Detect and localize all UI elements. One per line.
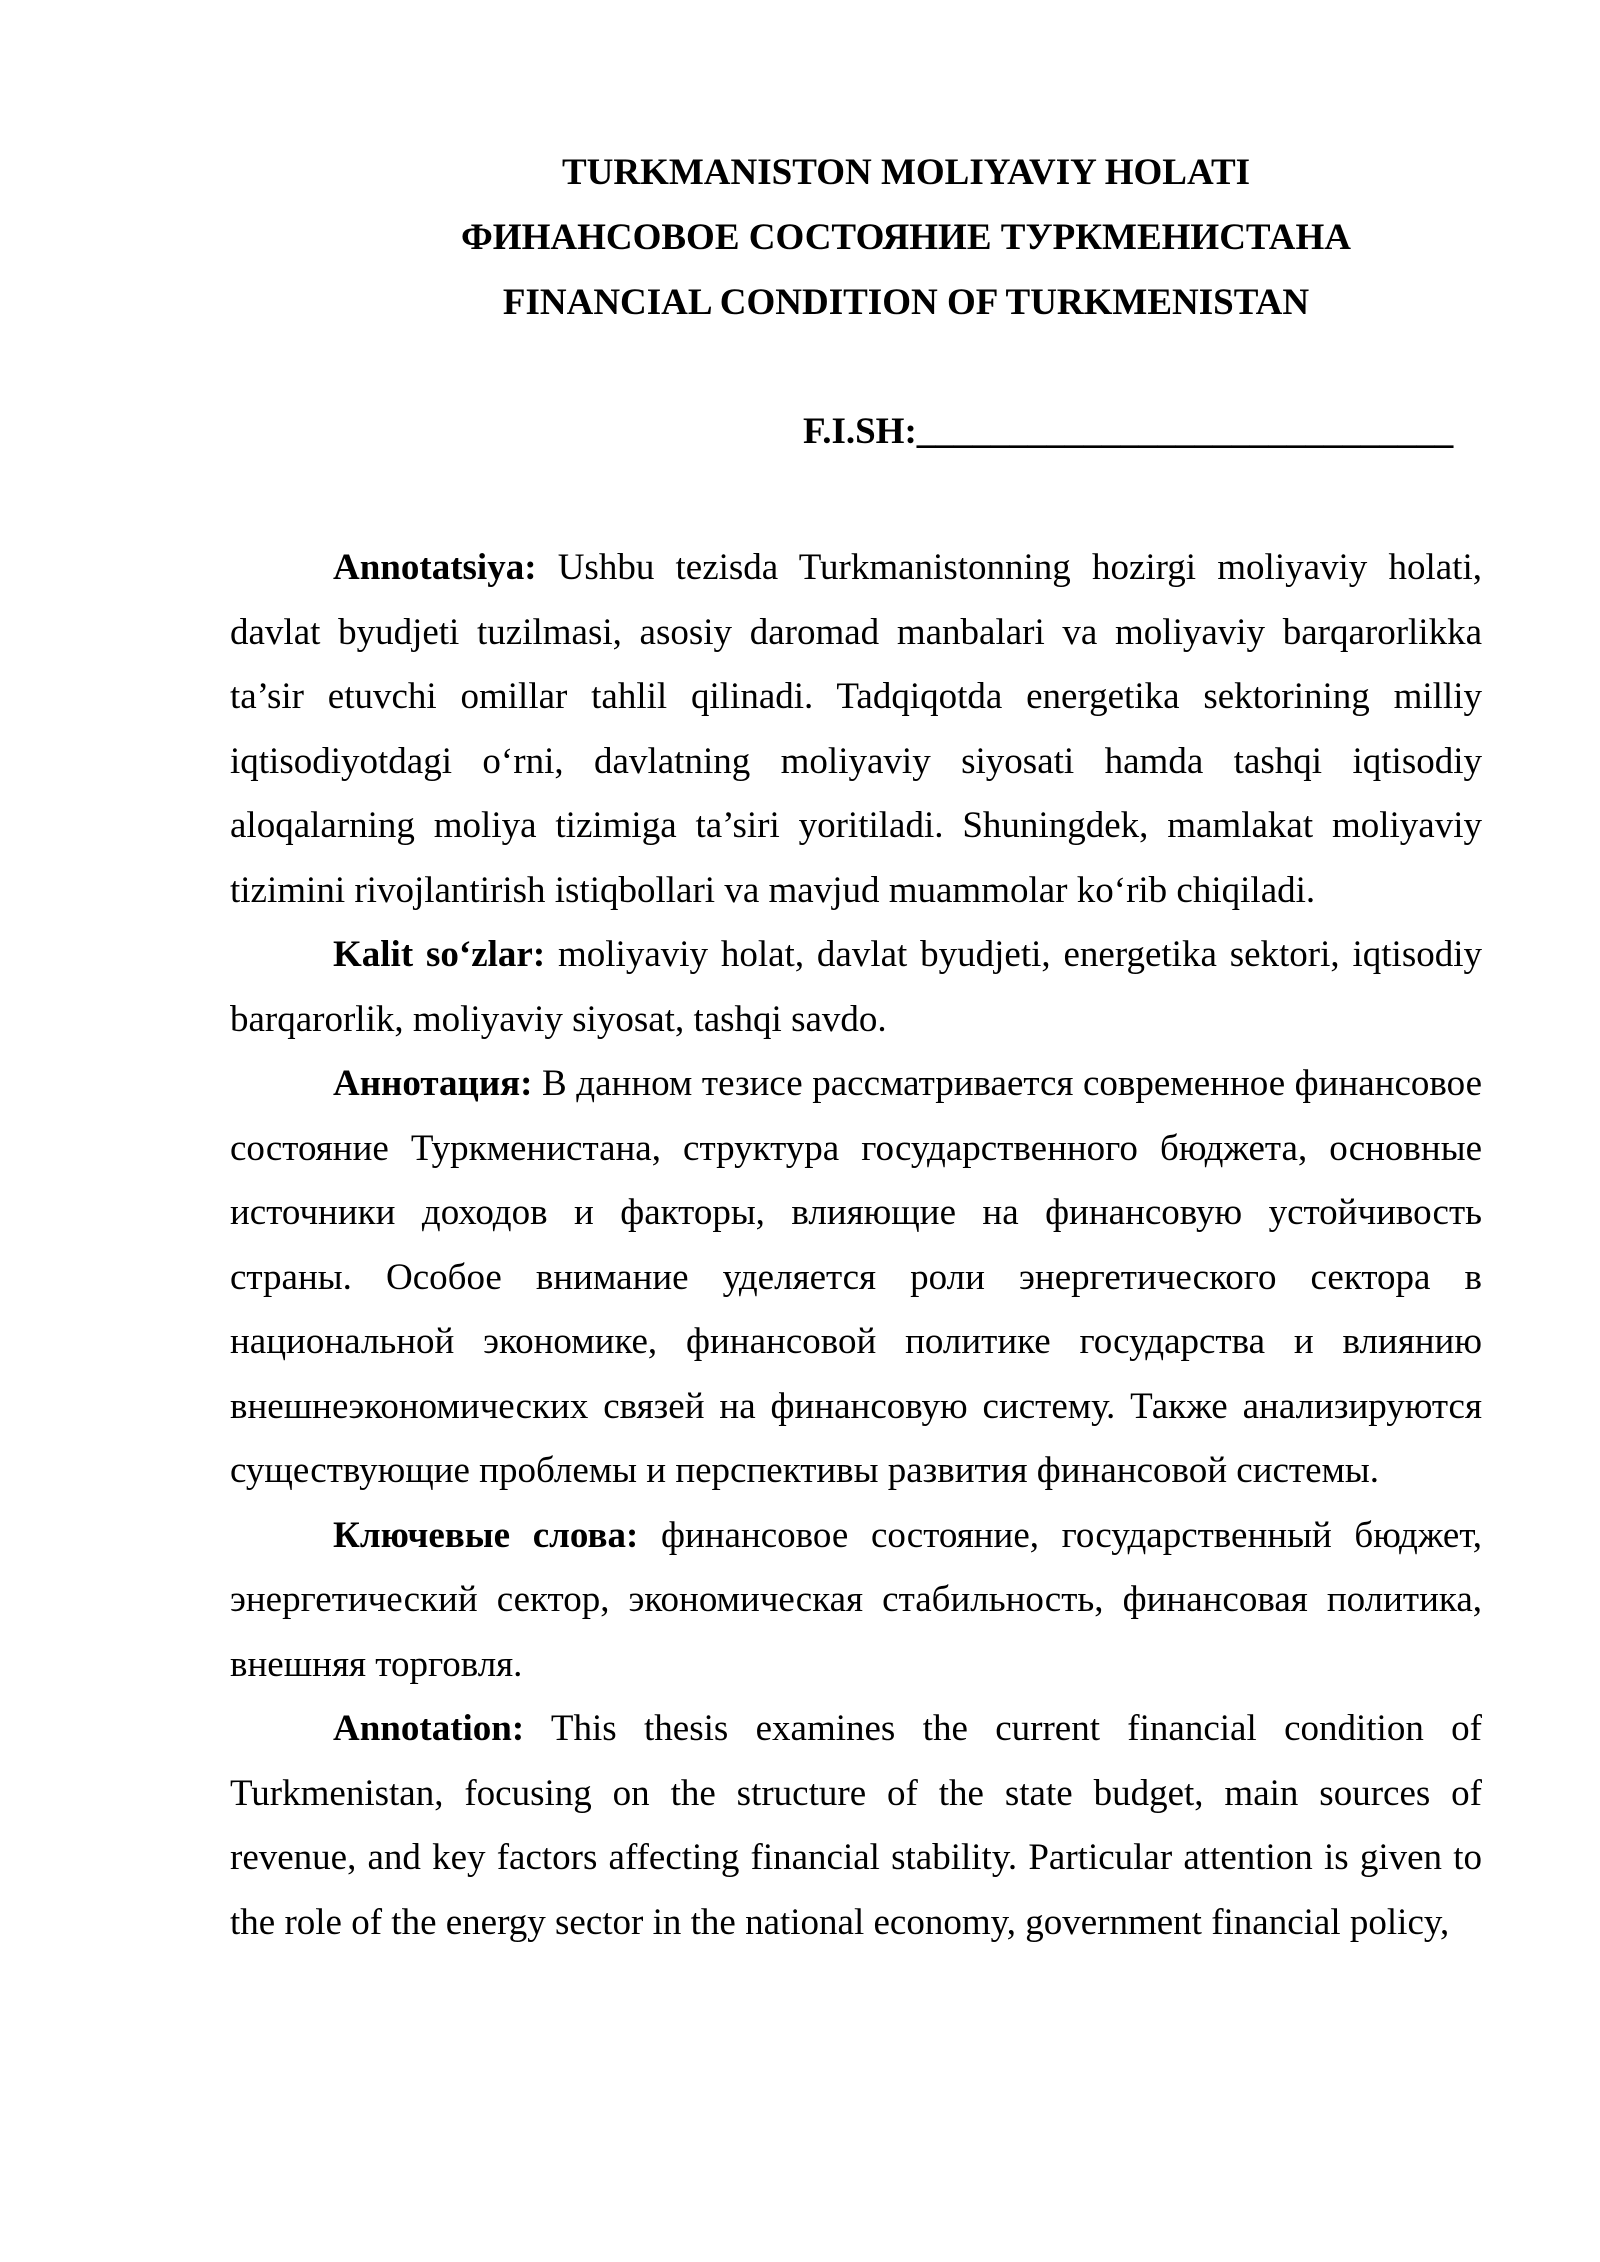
- document-body: [230, 536, 1482, 1955]
- kalit-sozlar-text: moliyaviy holat, davlat byudjeti, energetika sektori, iqtisodiy barqarorlik, moliyaviy siyosat, tashqi savdo.: [230, 934, 1483, 1040]
- annotaciya-label: Аннотация:: [333, 1063, 533, 1104]
- document-title-block: [230, 140, 1482, 335]
- annotation-label: Annotation:: [333, 1708, 525, 1749]
- kalit-sozlar-label: Kalit so‘zlar:: [333, 934, 546, 975]
- title-line-english: FINANCIAL CONDITION OF TURKMENISTAN: [502, 282, 1310, 323]
- annotaciya-text: В данном тезисе рассматривается современное финансовое состояние Туркменистана, структура государственного бюджета, основные источники доходов и факторы, влияющие на финансовую устойчивость страны. Особое внимание уделяется роли энергетического сектора в национальной экономике, финансовой политике государства и влиянию внешнеэкономических связей на финансовую систему. Также анализируются существующие проблемы и перспективы развития финансовой системы.: [230, 1063, 1482, 1491]
- author-line: [230, 399, 1482, 464]
- paragraph-keywords-ru: [230, 1504, 1482, 1698]
- klyuchevye-slova-text: финансовое состояние, государственный бюджет, энергетический сектор, экономическая стабильность, финансовая политика, внешняя торговля.: [230, 1514, 1482, 1685]
- annotatsiya-label: Annotatsiya:: [333, 547, 537, 588]
- annotatsiya-text: Ushbu tezisda Turkmanistonning hozirgi moliyaviy holati, davlat byudjeti tuzilmasi, asosiy daromad manbalari va moliyaviy barqarorlikka ta’sir etuvchi omillar tahlil qilinadi. Tadqiqotda energetika sektorining milliy iqtisodiyotdagi o‘rni, davlatning moliyaviy siyosati hamda tashqi iqtisodiy aloqalarning moliya tizimiga ta’siri yoritiladi. Shuningdek, mamlakat moliyaviy tizimini rivojlantirish istiqbollari va mavjud muammolar ko‘rib chiqiladi.: [230, 547, 1482, 911]
- paragraph-annotation-en: [230, 1697, 1482, 1955]
- page-content: [230, 140, 1482, 1955]
- title-line-russian: ФИНАНСОВОЕ СОСТОЯНИЕ ТУРКМЕНИСТАНА: [461, 217, 1351, 258]
- paragraph-annotatsiya-uz: [230, 536, 1482, 923]
- title-line-uzbek: TURKMANISTON MOLIYAVIY HOLATI: [561, 152, 1251, 193]
- paragraph-keywords-uz: [230, 923, 1482, 1052]
- paragraph-annotation-ru: [230, 1052, 1482, 1504]
- author-label: F.I.SH:: [803, 411, 917, 452]
- signature-blank-line: _____________________________: [916, 411, 1454, 452]
- annotation-text: This thesis examines the current financial condition of Turkmenistan, focusing on the structure of the state budget, main sources of revenue, and key factors affecting financial stability. Particular attention is given to the role of the energy sector in the national economy, government financial policy,: [230, 1708, 1482, 1943]
- klyuchevye-slova-label: Ключевые слова:: [333, 1514, 639, 1556]
